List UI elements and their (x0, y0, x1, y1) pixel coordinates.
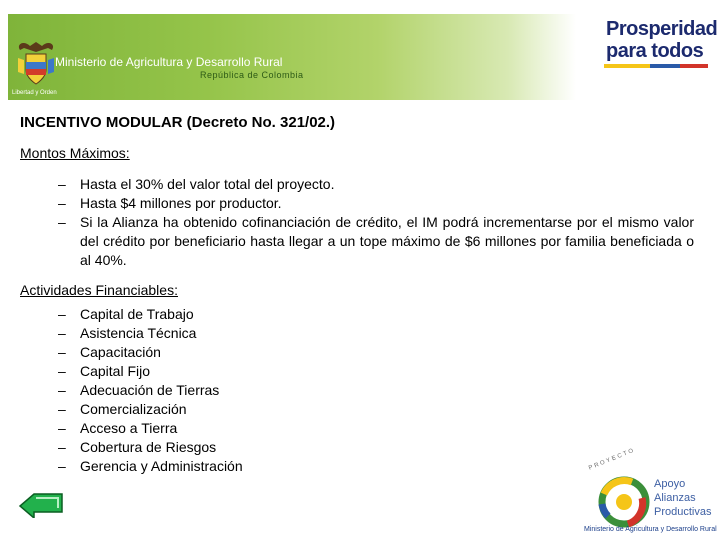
dash-bullet: – (58, 363, 66, 379)
list-item (58, 362, 458, 381)
prosperidad-logo-line-2: para todos (606, 40, 704, 62)
list-item (58, 343, 458, 362)
list-item-text: Si la Alianza ha obtenido cofinanciación de crédito, el IM podrá incrementarse por el mismo valor del crédito por beneficiario hasta llegar a un tope máximo de $6 millones por familia beneficiada o al 40%. (80, 214, 694, 268)
ministry-name: Ministerio de Agricultura y Desarrollo Rural (55, 55, 283, 69)
list-item-text: Capital de Trabajo (80, 306, 194, 322)
productivas-label: Productivas (654, 506, 712, 518)
list-item-text: Comercialización (80, 401, 187, 417)
dash-bullet: – (58, 176, 66, 192)
prosperidad-logo-line-1: Prosperidad (606, 18, 718, 40)
list-item (58, 419, 458, 438)
activities-heading: Actividades Financiables: (20, 282, 178, 298)
dash-bullet: – (58, 458, 66, 474)
list-item (58, 324, 458, 343)
list-item-text: Cobertura de Riesgos (80, 439, 217, 455)
motto: Libertad y Orden (12, 90, 57, 96)
alianzas-label: Alianzas (654, 492, 696, 504)
amounts-list (58, 175, 694, 270)
list-item-text: Capacitación (80, 344, 161, 360)
list-item (58, 213, 694, 270)
list-item (58, 400, 458, 419)
footer-ministry-name: Ministerio de Agricultura y Desarrollo Rural (584, 526, 717, 533)
list-item-text: Asistencia Técnica (80, 325, 197, 341)
list-item (58, 194, 694, 213)
dash-bullet: – (58, 401, 66, 417)
amounts-heading: Montos Máximos: (20, 145, 130, 161)
dash-bullet: – (58, 344, 66, 360)
list-item (58, 175, 694, 194)
dash-bullet: – (58, 306, 66, 322)
list-item (58, 381, 458, 400)
dash-bullet: – (58, 420, 66, 436)
proyecto-label: PROYECTO (588, 447, 637, 472)
activities-list (58, 305, 458, 476)
list-item-text: Capital Fijo (80, 363, 151, 379)
dash-bullet: – (58, 325, 66, 341)
prosperidad-swoosh-icon (604, 62, 708, 70)
list-item (58, 457, 458, 476)
dash-bullet: – (58, 382, 66, 398)
list-item-text: Hasta $4 millones por productor. (80, 195, 282, 211)
coat-of-arms-icon (14, 38, 58, 90)
apoyo-label: Apoyo (654, 478, 686, 490)
dash-bullet: – (58, 439, 66, 455)
return-arrow-icon[interactable] (16, 492, 68, 518)
list-item-text: Gerencia y Administración (80, 458, 243, 474)
list-item-text: Acceso a Tierra (80, 420, 178, 436)
slide-title: INCENTIVO MODULAR (Decreto No. 321/02.) (20, 114, 336, 131)
country-name: República de Colombia (200, 70, 304, 80)
list-item-text: Hasta el 30% del valor total del proyecto. (80, 176, 335, 192)
list-item (58, 438, 458, 457)
list-item (58, 305, 458, 324)
dash-bullet: – (58, 195, 66, 211)
dash-bullet: – (58, 214, 66, 230)
list-item-text: Adecuación de Tierras (80, 382, 220, 398)
